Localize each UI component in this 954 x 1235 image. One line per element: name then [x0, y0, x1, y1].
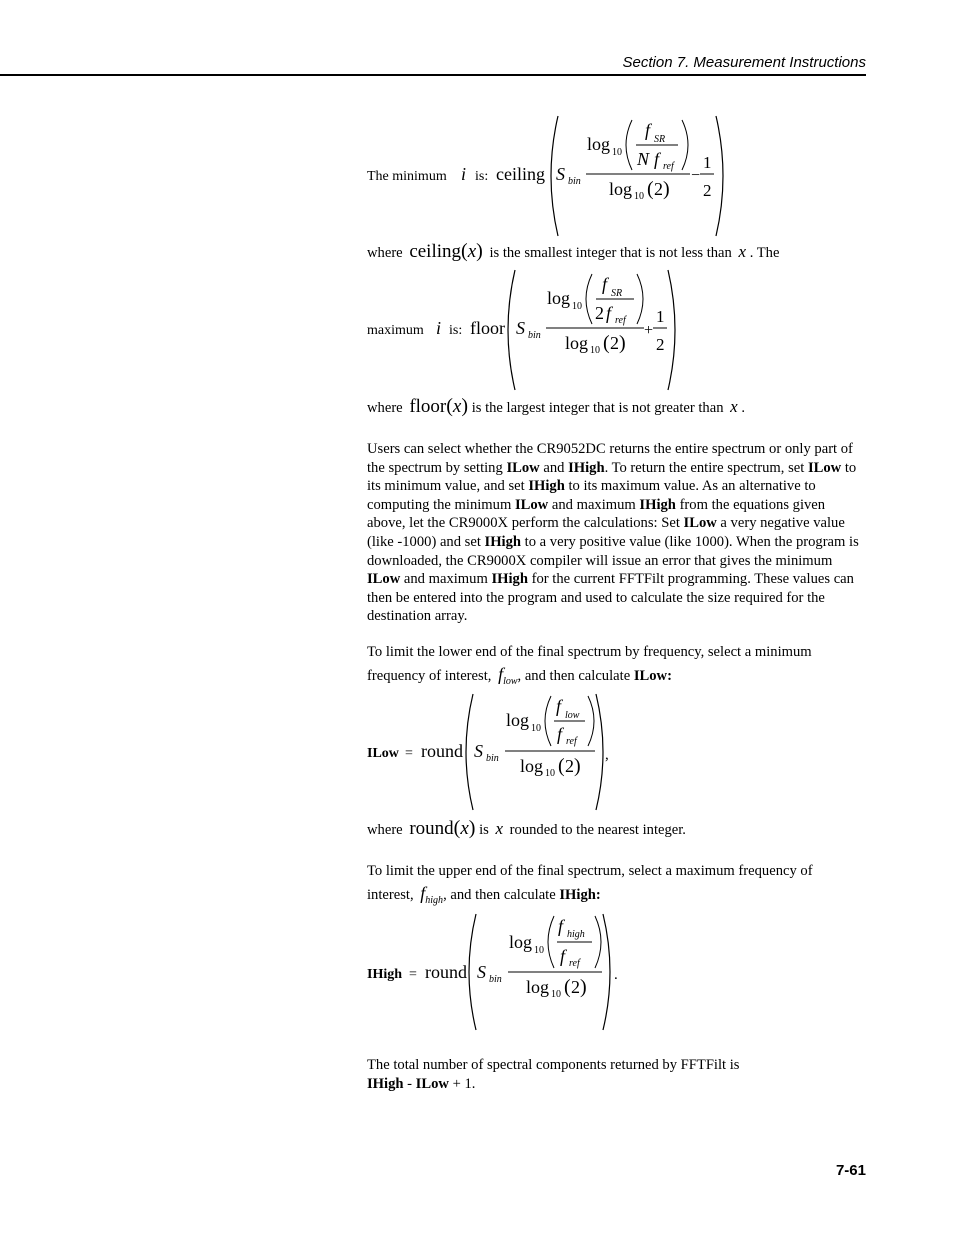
big-right-paren — [668, 270, 675, 390]
eq-min-den-log: log — [609, 179, 633, 199]
eq-ihigh-f: f — [558, 916, 564, 936]
running-header: Section 7. Measurement Instructions — [622, 54, 866, 71]
eq-max-den-two: 2 — [610, 333, 619, 353]
eq-min-var: i — [461, 164, 467, 184]
eq-min-label: The minimum — [367, 169, 447, 184]
eq-ilow-den-two: 2 — [565, 756, 574, 776]
eq-min-S: S — [556, 164, 565, 184]
den-lparen: ( — [647, 178, 654, 200]
eq-max-fref-sub: ref — [615, 315, 626, 326]
small-left-paren — [545, 696, 551, 746]
small-right-paren — [588, 696, 594, 746]
eq-max-label: maximum — [367, 323, 424, 338]
eq-ihigh-label: IHigh — [367, 967, 403, 982]
small-left-paren — [586, 274, 592, 324]
paragraph-upper-limit: To limit the upper end of the final spectrum, select a maximum frequency of interest, $f_{high}$, and then calculate IHigh: — [367, 863, 813, 906]
eq-ihigh-period: . — [614, 967, 618, 983]
paragraph-total: The total number of spectral components returned by FFTFilt is IHigh - ILow + 1. — [367, 1057, 740, 1092]
small-right-paren — [637, 274, 643, 324]
eq-max-f: f — [602, 274, 608, 294]
eq-max-two-coef: 2 — [595, 303, 604, 323]
eq-min-func: ceiling — [496, 164, 545, 184]
big-left-paren — [466, 694, 473, 810]
small-left-paren — [548, 916, 554, 968]
eq-ilow-fref: f — [557, 724, 563, 744]
eq-ihigh-eq: = — [409, 967, 417, 982]
eq-ilow-func: round — [421, 741, 463, 761]
den-lparen: ( — [603, 332, 610, 354]
eq-min-den-log-sub: 10 — [634, 191, 644, 202]
big-right-paren — [716, 116, 723, 236]
eq-ilow-log-sub: 10 — [531, 723, 541, 734]
ceiling-definition: where ceiling(x) is the smallest integer that is not less than x . The — [367, 240, 780, 262]
eq-ilow-S-sub: bin — [486, 753, 499, 764]
big-left-paren — [469, 914, 476, 1030]
den-lparen: ( — [558, 755, 565, 777]
eq-min-N: N — [637, 149, 650, 169]
eq-max-S-sub: bin — [528, 330, 541, 341]
paragraph-lower-limit: To limit the lower end of the final spectrum by frequency, select a minimum frequency of interest, $f_{low}$, and then calculate ILow: — [367, 644, 812, 687]
eq-ilow-f-sub: low — [565, 710, 580, 721]
eq-ihigh-log: log — [509, 932, 533, 952]
equation-ihigh — [360, 908, 630, 1036]
eq-ihigh-den-log: log — [526, 977, 550, 997]
eq-max-var: i — [436, 318, 442, 338]
eq-ihigh-S-sub: bin — [489, 974, 502, 985]
big-right-paren — [603, 914, 610, 1030]
eq-min-f: f — [645, 120, 651, 140]
eq-min-minus: − — [691, 167, 701, 184]
header-rule — [0, 74, 866, 76]
eq-ilow-f: f — [556, 696, 562, 716]
eq-max-den-log-sub: 10 — [590, 345, 600, 356]
eq-ihigh-den-two: 2 — [571, 977, 580, 997]
eq-min-S-sub: bin — [568, 176, 581, 187]
eq-min-log-sub: 10 — [612, 147, 622, 158]
eq-max-fref: f — [606, 303, 612, 323]
eq-ilow-label: ILow — [367, 746, 399, 761]
big-left-paren — [508, 270, 515, 390]
eq-max-S: S — [516, 318, 525, 338]
eq-min-f-sub: SR — [654, 134, 666, 145]
eq-ihigh-den-log-sub: 10 — [551, 989, 561, 1000]
eq-max-log: log — [547, 288, 571, 308]
eq-max-plus: + — [644, 322, 654, 339]
den-rparen: ) — [574, 755, 581, 777]
eq-ihigh-fref: f — [560, 946, 566, 966]
eq-ilow-log: log — [506, 710, 530, 730]
eq-ilow-den-log: log — [520, 756, 544, 776]
eq-min-fref: f — [654, 149, 660, 169]
eq-max-func: floor — [470, 318, 505, 338]
floor-definition: where floor(x) is the largest integer that is not greater than x . — [367, 395, 746, 417]
equation-ilow — [360, 688, 620, 816]
big-right-paren — [596, 694, 603, 810]
eq-max-log-sub: 10 — [572, 301, 582, 312]
eq-max-half-den: 2 — [656, 335, 665, 354]
round-definition: where round(x) is x rounded to the nearest integer. — [367, 817, 686, 839]
eq-max-is: is: — [449, 323, 463, 338]
den-rparen: ) — [580, 976, 587, 998]
eq-ihigh-log-sub: 10 — [534, 945, 544, 956]
eq-min-one: 1 — [703, 153, 712, 172]
eq-ihigh-fref-sub: ref — [569, 958, 580, 969]
eq-min-log: log — [587, 134, 611, 154]
eq-min-fref-sub: ref — [663, 161, 674, 172]
eq-ihigh-S: S — [477, 962, 486, 982]
eq-ilow-comma: , — [605, 747, 609, 763]
eq-ihigh-f-sub: high — [567, 929, 585, 940]
eq-max-f-sub: SR — [611, 288, 623, 299]
den-rparen: ) — [663, 178, 670, 200]
small-left-paren — [626, 120, 632, 170]
eq-max-one: 1 — [656, 307, 665, 326]
eq-max-den-log: log — [565, 333, 589, 353]
equation-max-i — [360, 262, 690, 398]
paragraph-ilow-ihigh: Users can select whether the CR9052DC returns the entire spectrum or only part of the spectrum by setting ILow and IHigh. To return the entire spectrum, set ILow to its minimum value, and set IHigh to its maximum value. As an alternative to computing the minimum ILow and maximum IHigh from the equations given above, let the CR9000X perform the calculations: Set ILow a very negative value (like -1000) and set IHigh to a very positive value (like 1000). When the program is downloaded, the CR9000X compiler will issue an error that gives the minimum ILow and maximum IHigh for the current FFTFilt programming. These values can then be entered into the program and used to calculate the size required for the destination array. — [367, 441, 859, 625]
eq-min-den-two: 2 — [654, 179, 663, 199]
eq-ihigh-func: round — [425, 962, 467, 982]
den-lparen: ( — [564, 976, 571, 998]
eq-ilow-eq: = — [405, 746, 413, 761]
eq-min-half-den: 2 — [703, 181, 712, 200]
page-number: 7-61 — [835, 1162, 866, 1179]
eq-ilow-den-log-sub: 10 — [545, 768, 555, 779]
eq-ilow-fref-sub: ref — [566, 736, 577, 747]
eq-min-is: is: — [475, 169, 489, 184]
den-rparen: ) — [619, 332, 626, 354]
eq-ilow-S: S — [474, 741, 483, 761]
small-right-paren — [682, 120, 688, 170]
small-right-paren — [595, 916, 601, 968]
equation-min-i — [360, 108, 740, 244]
